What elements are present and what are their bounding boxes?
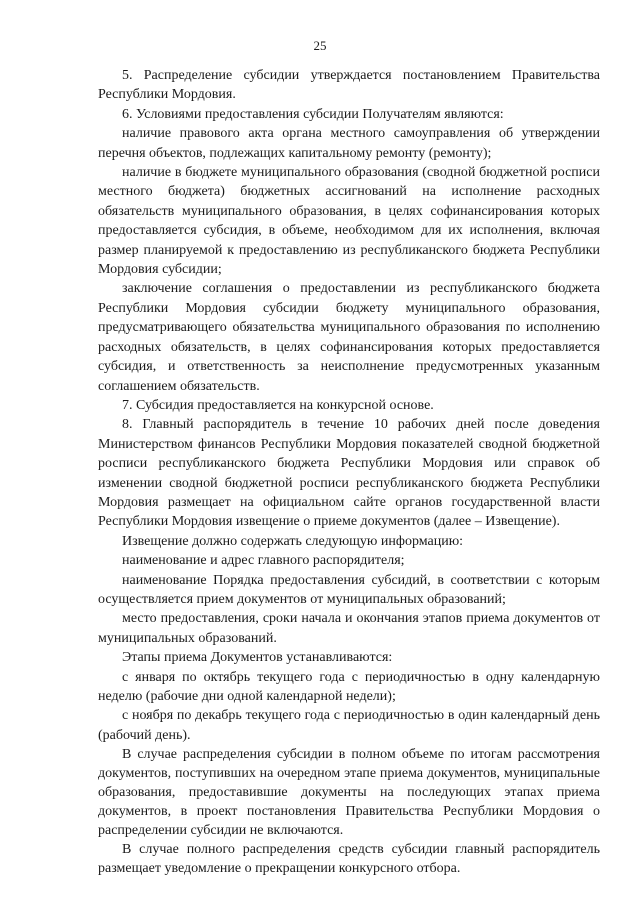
paragraph-condition-legal-act: наличие правового акта органа местного самоуправления об утверждении перечня объектов, подлежащих капитальному ремонту (ремонту); [98, 126, 600, 161]
paragraph-notice-publication: 8. Главный распорядитель в течение 10 рабочих дней после доведения Министерством финансов Республики Мордовия показателей сводной бюджетной росписи республиканского бюджета Республики Мордовия или справок об изменении сводной бюджетной росписи республиканского бюджета Республики Мордовия размещает на официальном сайте органов государственной власти Республики Мордовия извещение о приеме документов (далее – Извещение). [98, 417, 600, 530]
paragraph-stages-nov-dec: с ноября по декабрь текущего года с периодичностью в один календарный день (рабочий день). [98, 708, 600, 743]
paragraph-notice-name-address: наименование и адрес главного распорядителя; [122, 553, 405, 569]
paragraph-condition-budget: наличие в бюджете муниципального образования (сводной бюджетной росписи местного бюджета) бюджетных ассигнований на исполнение расходных обязательств муниципального образования, в целях софинансирования которых предоставляется субсидия, в объеме, необходимом для их исполнения, включая размер планируемой к предоставлению из республиканского бюджета Республики Мордовия субсидии; [98, 165, 600, 278]
paragraph-condition-agreement: заключение соглашения о предоставлении из республиканского бюджета Республики Мордовия субсидии бюджету муниципального образования, предусматривающего обязательства муниципального образования по исполнению расходных обязательств, в целях софинансирования которых предоставляется субсидия, и ответственность за неисполнение предусмотренных указанным соглашением обязательств. [98, 281, 600, 394]
paragraph-competitive-basis: 7. Субсидия предоставляется на конкурсной основе. [122, 397, 434, 413]
paragraph-termination-notice: В случае полного распределения средств субсидии главный распорядитель размещает уведомление о прекращении конкурсного отбора. [98, 842, 600, 877]
paragraph-stages-heading: Этапы приема Документов устанавливаются: [122, 650, 393, 666]
paragraph-notice-place-terms: место предоставления, сроки начала и окончания этапов приема документов от муниципальных образований. [98, 611, 600, 646]
paragraph-notice-content-heading: Извещение должно содержать следующую информацию: [122, 533, 464, 549]
paragraph-full-distribution: В случае распределения субсидии в полном объеме по итогам рассмотрения документов, поступивших на очередном этапе приема документов, муниципальные образования, предоставившие документы на последующих этапах приема документов, в проект постановления Правительства Республики Мордовия о распределении субсидии не включаются. [98, 747, 600, 839]
paragraph-subsidy-distribution: 5. Распределение субсидии утверждается постановлением Правительства Республики Мордовия. [98, 68, 600, 103]
paragraph-notice-procedure-name: наименование Порядка предоставления субсидий, в соответствии с которым осуществляется прием документов от муниципальных образований; [98, 572, 600, 607]
page-number: 25 [313, 38, 327, 53]
paragraph-conditions-heading: 6. Условиями предоставления субсидии Получателям являются: [122, 106, 504, 122]
document-body [98, 66, 600, 878]
paragraph-stages-jan-oct: с января по октябрь текущего года с периодичностью в одну календарную неделю (рабочие дни одной календарной недели); [98, 669, 600, 704]
